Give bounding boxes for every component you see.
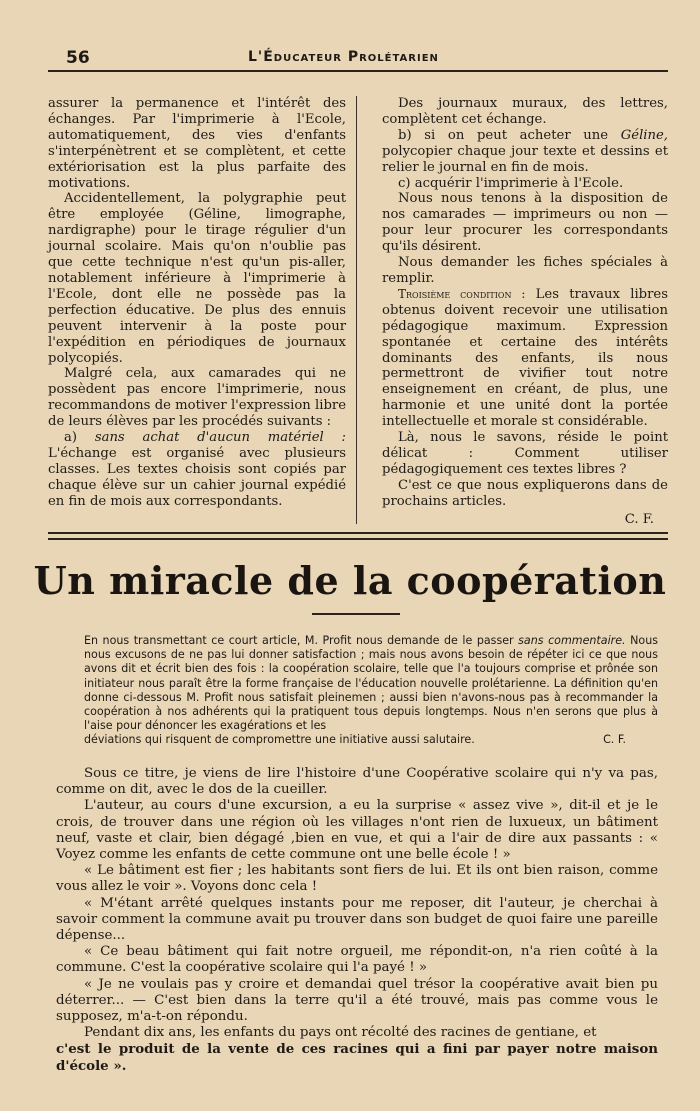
intro-last: déviations qui risquent de compromettre une initiative aussi salutaire.	[84, 733, 475, 747]
left-paragraph-1: assurer la permanence et l'intérêt des échanges. Par l'imprimerie à l'Ecole, automatiquement, des vies d'enfants s'interpénètrent et se complètent, et cette extériorisation est la plus parfaite des motivations.	[48, 96, 346, 191]
item-b-prefix: b) si on peut acheter une	[398, 127, 609, 143]
condition-label: Troisième condition :	[398, 286, 526, 301]
left-column	[48, 96, 346, 510]
header-rule	[48, 70, 668, 72]
right-item-b	[382, 128, 668, 176]
intro-signature: C. F.	[603, 733, 626, 747]
right-paragraph-8: C'est ce que nous expliquerons dans de prochains articles.	[382, 477, 668, 509]
page-number: 56	[66, 48, 90, 68]
intro-rest: Nous nous excusons de ne pas lui donner satisfaction ; mais nous avons besoin de répéter ici ce que nous avons dit et écrit bien des fois : la coopération scolaire, telle que l'a toujours comprise et prônée son initiateur nous paraît être la forme française de l'éducation nouvelle prolétarienne. La définition qu'en donne ci-dessous M. Profit nous satisfait pleinemen ; aussi bien n'avons-nous pas à recommander la coopération à nos adhérents qui la pratiquent tous depuis longtemps. Nous n'en serons que plus à l'aise pour dénoncer les exagérations et les	[84, 634, 659, 733]
body-paragraph-4: « M'étant arrêté quelques instants pour me reposer, dit l'auteur, je cherchai à savoir comment la commune avait pu trouver dans son budget de quoi faire une pareille dépense...	[56, 895, 658, 944]
right-paragraph-1: Des journaux muraux, des lettres, complètent cet échange.	[382, 96, 668, 127]
condition-text: Les travaux libres obtenus doivent recevoir une utilisation pédagogique maximum. Expression spontanée et certaine des intérêts dominants des enfants, ils nous permettront de vivifier tout notre enseignement en créant, de plus, une harmonie et une unité dont la portée intellectuelle et morale st considérable.	[382, 286, 668, 430]
right-column	[382, 96, 668, 527]
intro-start: En nous transmettant ce court article, M. Profit nous demande de le passer	[84, 634, 514, 647]
third-condition	[382, 287, 668, 430]
left-paragraph-2: Accidentellement, la polygraphie peut être employée (Géline, limographe, nardigraphe) pour le tirage régulier d'un journal scolaire. Mais qu'on n'oublie pas que cette technique n'est qu'un pis-aller, notablement inférieure à l'imprimerie à l'Ecole, dont elle ne possède pas la perfection éducative. De plus des ennuis peuvent intervenir à la poste pour l'expédition en périodiques de journaux polycopiés.	[48, 191, 346, 366]
right-paragraph-7: Là, nous le savons, réside le point délicat : Comment utiliser pédagogiquement ces textes libres ?	[382, 430, 668, 477]
intro-italic: sans commentaire.	[518, 634, 626, 647]
body-paragraph-3: « Le bâtiment est fier ; les habitants sont fiers de lui. Et ils ont bien raison, comme vous allez le voir ». Voyons donc cela !	[56, 863, 658, 895]
section-rule-top	[48, 532, 668, 534]
column-divider	[356, 96, 357, 524]
body-paragraph-5: « Ce beau bâtiment qui fait notre orgueil, me répondit-on, n'a rien coûté à la commune. C'est la coopérative scolaire qui l'a payé ! »	[56, 944, 658, 976]
intro-paragraph	[84, 634, 658, 733]
article-title: Un miracle de la coopération	[33, 558, 667, 603]
item-b-text: polycopier chaque jour texte et dessins et relier le journal en fin de mois.	[382, 143, 668, 175]
left-paragraph-3: Malgré cela, aux camarades qui ne possèdent pas encore l'imprimerie, nous recommandons de motiver l'expression libre de leurs élèves par les procédés suivants :	[48, 366, 346, 430]
two-column-section	[48, 96, 668, 527]
intro-last-line	[84, 733, 658, 747]
right-paragraph-5: Nous demander les fiches spéciales à remplir.	[382, 255, 668, 286]
column-signature: C. F.	[624, 511, 654, 527]
left-item-a	[48, 430, 346, 510]
body-closing-bold: c'est le produit de la vente de ces racines qui a fini par payer notre maison d'école ».	[56, 1041, 658, 1074]
article-body	[56, 766, 658, 1074]
title-underline	[312, 613, 400, 615]
body-paragraph-7: Pendant dix ans, les enfants du pays ont récolté des racines de gentiane, et	[84, 1025, 597, 1041]
item-b-italic: Géline,	[620, 127, 668, 143]
section-rule-bottom	[48, 538, 668, 540]
page-header	[48, 46, 668, 72]
body-paragraph-2: L'auteur, au cours d'une excursion, a eu la surprise « assez vive », dit-il et je le crois, de trouver dans une région où les villages n'ont rien de luxueux, un bâtiment neuf, vaste et clair, bien dégagé ,bien en vue, et qui a l'air de dire aux passants : « Voyez comme les enfants de cette commune ont une belle école ! »	[56, 798, 658, 863]
item-a-text: L'échange est organisé avec plusieurs classes. Les textes choisis sont copiés par chaque élève sur un cahier journal expédié en fin de mois aux correspondants.	[48, 445, 346, 509]
item-a-prefix: a)	[64, 430, 78, 446]
right-item-c: c) acquérir l'imprimerie à l'Ecole.	[398, 175, 624, 191]
right-paragraph-4: Nous nous tenons à la disposition de nos camarades — imprimeurs ou non — pour leur procurer les correspondants qu'ils désirent.	[382, 191, 668, 255]
body-paragraph-6: « Je ne voulais pas y croire et demandai quel trésor la coopérative avait bien pu déterrer... — C'est bien dans la terre qu'il a été trouvé, mais pas comme vous le supposez, m'a-t-on répondu.	[56, 976, 658, 1025]
item-a-italic: sans achat d'aucun matériel :	[94, 430, 346, 446]
journal-title: L'Éducateur Prolétarien	[248, 49, 439, 65]
body-paragraph-1: Sous ce titre, je viens de lire l'histoire d'une Coopérative scolaire qui n'y va pas, comme on dit, avec le dos de la cueiller.	[56, 766, 658, 798]
article-intro	[84, 634, 658, 748]
